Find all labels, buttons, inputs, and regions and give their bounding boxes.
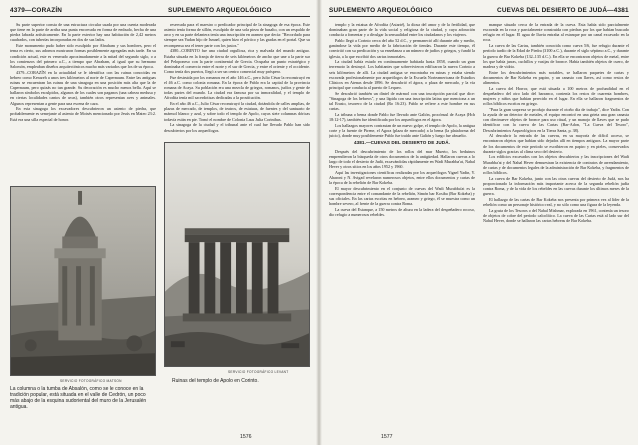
paragraph: La gruta de los Tesoros o del Nahal Mishmar, explorada en 1961, contenía un tesoro de objetos de cobre del período calcolítico. La cueva de las Cartas está al lado sur del Nahal Hever, donde se hallaron las cartas hebreas de Bar Kokeba. [483, 207, 629, 224]
paragraph: Fue destruida por los romanos en el año 146 a.C., pero Julio César la reconstruyó en el 46 a.C. como colonia romana. En la época de Pablo era la capital de la provincia romana de Acaya. Su población era una mezcla de griegos, romanos, judíos y gente de todas partes del mundo. La ciudad era famosa por su inmoralidad, y el templo de Afrodita tenía mil sacerdotisas dedicadas a la prostitución. [164, 74, 310, 101]
page-number: 1576 [240, 434, 252, 440]
paragraph: Su parte superior consta de una estructura circular usada por una cuenta moderada que tiene en la parte de arriba una punta encorvada en forma de embudo, hecha de una piedra labrada artísticamente. En la parte exterior hay una habitación de 2,42 metros cuadrados, con tuberías incorporadas en dos de sus lados. [10, 22, 156, 43]
article-judean-desert-caves [329, 149, 475, 218]
photo-credit: SERVICIO FOTOGRÁFICO MATSON [60, 379, 122, 383]
article-corinth-continued [329, 22, 475, 138]
text-column-1 [329, 22, 475, 432]
paragraph: Al descubrir la entrada de las cuevas, en su mayoría de difícil acceso, se encontraron objetos que habían sido dejados allí en tiempos antiguos. La mayor parte de los documentos de este período se escribieron en papiro y en pieles, conservados durante siglos gracias al clima seco del desierto. [483, 133, 629, 154]
running-header-title: SUPLEMENTO ARQUEOLÓGICO [168, 7, 272, 14]
paragraph: La sinagoga de la ciudad y el tribunal ante el cual fue llevado Pablo han sido descubiertos por los arqueólogos. [164, 122, 310, 133]
paragraph: En el año 46 a.C., Julio César reconstruyó la ciudad, dotándola de calles amplias, de plazas de mercado, de templos, de teatros, de estatuas, de fuentes y del santuario de mármol blanco y azul, y sobre todo el templo de Apolo, cuyas siete columnas dóricas todavía están en pie. Tomó el nombre de Colonia Laus Julia Corinthus. [164, 101, 310, 122]
paragraph: La ciudad había estado en continuamente habitada hasta 1858, cuando un gran terremoto la destruyó. Los habitantes que sobrevivieron edificaron la nueva Corinto a seis kilómetros de allí. La ciudad antigua se encontraba en ruinas y estaba siendo excavada profesionalmente por arqueólogos de la Escuela Norteamericana de Estudios Clásicos en Atenas desde 1896. Se descubrió el ágora, o plaza de mercado, y la vía principal que conducía al puerto de Lequeo. [329, 59, 475, 91]
running-header-title: SUPLEMENTO ARQUEOLÓGICO [329, 7, 433, 14]
running-header-left: 4379—CORAZÍN [10, 7, 63, 14]
text-column-1 [10, 22, 156, 182]
paragraph: Entre los descubrimientos más notables, se hallaron paquetes de cartas y documentos de Bar Kokeba en papiro, y un canasto con llaves, así como restos de alimentos. [483, 69, 629, 85]
paragraph: La cueva de las Cartas, también conocida como cueva 5/6, fue refugio durante el período tardío de la Edad de Piedra (3100 a.C.), durante el siglo séptimo a.C., y durante la guerra de Bar Kokeba (132–135 d.C.). En ella se encontraron objetos de metal, entre los que había jarras, cuchillos y vasijas de bronce. Había también objetos de cuero, de madera y de vidrio. [483, 43, 629, 69]
photo-caption: La columna o la tumba de Absalón, como se le conoce en la tradición popular, está situada en el valle de Cedrón, un poco más abajo de la esquina sudoriental del muro de la Jerusalén antigua. [10, 386, 147, 410]
paragraph: 4380.–CORINTO fue una ciudad orgullosa, rica y malvada del mundo antiguo. Estaba situada en la franja de tierra de seis kilómetros de ancho que une a la parte sur del Peloponeso con la parte continental de Grecia. Ocupaba un punto estratégico y dominaba el comercio entre el norte y el sur de Grecia, y entre el oriente y el occidente. Como tenía dos puertos, llegó a ser un centro comercial muy próspero. [164, 48, 310, 74]
paragraph: En esta sinagoga los excavadores descubrieron un asiento de piedra, que probablemente es semejante al asiento de Moisés mencionado por Jesús en Mateo 23:2. Está era una silla especial de honor. [10, 106, 156, 122]
paragraph: 4379.–CORAZÍN en la actualidad se le identifica con las ruinas conocidas en hebreo como Kerazeh a unos tres kilómetros al norte de Capernaum. Entre las antiguas ruinas se encuentran las ruinas de una sinagoga en una posición más alta que la de Capernaum, pero quizás no tan grande. Su decoración es mucho menos bella. Aquí se hallaron símbolos esculpidos, algunos de los cuales son paganos (una cabeza medusa y en ciertas localidades cantos de uvas), también otros representan aves y animales. Algunos representan a gente para una escena de caza. [10, 69, 156, 106]
photo-tomb-of-absalom [10, 186, 156, 376]
paragraph: Este monumento pudo haber sido esculpido por Abraham y sus hombres, pero el tema es cierto, sus adornos mostraron formas posiblemente agregadas más tarde. En su condición actual, este es venerado aproximadamente a la mitad del segundo siglo, o a los comienzos del primero a.C., a tiempo que Abraham, al igual que su hermano Salomón, empleaban diseños arquitectónicos mucho más variados que los de su época. [10, 43, 156, 69]
header-rule [10, 16, 310, 17]
paragraph: El hallazgo de las cartas de Bar Kokeba nos presenta por primera vez al líder de la rebelión como un personaje histórico real, y no sólo como una figura de la leyenda. [483, 196, 629, 208]
paragraph: Pablo llegó a Corinto cerca del año 52 d.C., y permaneció allí durante año y medio, ganándose la vida por medio de la fabricación de tiendas. Durante este tiempo, él convirtió con su predicación y su enseñanza a un número de judíos y griegos, y fundó la iglesia, a la que escribió dos cartas inmortales. [329, 38, 475, 59]
paragraph: Los hallazgos mayores contrastan de un nuevo golpe, el templo de Apolo, la antigua corte y la fuente de Pirene, el Agora (plaza de mercado) a la bema (la plataforma del juicio), donde muy posiblemente Pablo fue traído ante Galión y luego fue absuelto. [329, 122, 475, 139]
photo-caption: Ruinas del templo de Apolo en Corinto. [172, 378, 259, 384]
paragraph: Se descubrió también un dintel de mármol con una inscripción parcial que dice: "Sinagoga de los hebreos", y una lápida con una inscripción latina que menciona a un tal Erasto, tesorero de la ciudad (Ro 16:23). Pablo se refiere a este hombre en sus cartas. [329, 90, 475, 112]
paragraph: "Para la gran sorpresa se produjo durante el otoño día de trabajo", dice Yadin. Con la ayuda de un detector de metales, el equipo encontró en una grieta una gran canasta con diecinueve objetos de bronce para uso ritual, y un manojo de llaves que se pudo identificar con la cueva de las Cartas (Bar-Adon, "La Cueva del Tesoro", Descubrimientos Arqueológicos en la Tierra Santa, p. 38). [483, 106, 629, 133]
paragraph: templo y la estatua de Afrodita (Astarté), la diosa del amor y de la fertilidad, que dominaban gran parte de la vida social y religiosa de la ciudad, y cuya adoración conducía a fomentar y a divulgar la sensualidad entre los ciudadanos y los viajeros. [329, 22, 475, 38]
running-header-right: CUEVAS DEL DESIERTO DE JUDÁ—4381 [497, 7, 629, 14]
photo-credit: SERVICIO FOTOGRÁFICO LEVANT [228, 370, 289, 374]
photo-temple-of-apollo [164, 142, 310, 367]
paragraph: La cueva del Horror, que está situada a 100 metros de profundidad en el despeñadero del otro lado del barranco, contenía los restos de cuarenta hombres, mujeres y niños que habían perecido en el lugar. En ella se hallaron fragmentos de rollos bíblicos escritos en griego. [483, 85, 629, 107]
paragraph: La cueva de Bar Kokeba, junto con las otras cuevas del desierto de Judá, nos ha proporcionado la información más importante acerca de la segunda rebelión judía contra Roma, y de la vida de los rebeldes en las cuevas durante los últimos meses de la guerra. [483, 175, 629, 197]
section-heading: 4381.—CUEVAS DEL DESIERTO DE JUDÁ. [353, 140, 451, 146]
paragraph: La tribuna o bema donde Pablo fue llevado ante Galión, procónsul de Acaya (Hch 18:12-17), también fue identificada por los arqueólogos en el ágora. [329, 112, 475, 123]
header-rule [329, 16, 629, 17]
text-column-2 [483, 22, 629, 432]
paragraph: Después del descubrimiento de los rollos del mar Muerto, los beduinos emprendieron la búsqueda de otros documentos de la antigüedad. Hallaron cuevas a lo largo de todo el desierto de Judá, excavándolas rápidamente en Wadi Murabba'at, Nahal Hever y otros sitios en los años 1952 y 1960. [329, 148, 475, 170]
paragraph: manque situado cerca de la entrada de la cueva. Esta había sido parcialmente excavada en la roca y parcialmente construida con piedras por los que habían buscado refugio en el lugar. El agua de lluvia entraba al estanque por un canal excavado en la roca. [483, 22, 629, 43]
text-column-2 [164, 22, 310, 138]
paragraph: El mayor descubrimiento en el conjunto de cuevas del Wadi Murabba'at es la correspondencia entre el comandante de la rebelión, Simón bar Kosiba (Bar Kokeba) y sus oficiales. En las cartas escritas en hebreo, arameo y griego, él se muestra como un hombre severo, al frente de la guerra contra Roma. [329, 185, 475, 207]
paragraph: La cueva del Estanque, a 150 metros de altura en la ladera del despeñadero rocoso, dio refugio a numerosos rebeldes. [329, 207, 475, 218]
paragraph: reservada para el maestro o predicador principal de la sinagoga de esa época. Este asiento tenía forma de sillón, esculpido de una sola pieza de basalto, con un respaldo de arco y en su parte delantera tenía una inscripción en arameo que decía: "Recordado para siempre sea Yudan hijo de Ismael, quien hizo el pórtico y las gradas en el portal. Que su recompensa sea el tener parte con los justos." [164, 22, 310, 48]
page-number: 1577 [381, 434, 393, 440]
paragraph: Aquí las investigaciones científicas realizadas por los arqueólogos Yigael Yadin, Y. Aharoni y N. Avigad revelaron numerosos objetos, entre ellos documentos y cartas de la época de la rebelión de Bar Kokeba. [329, 169, 475, 186]
right-page [319, 0, 638, 445]
paragraph: Los edificios excavados con los objetos descubiertos y las inscripciones del Wadi Murabba'at y del Nahal Hever demuestran la existencia de contratos de arrendamiento, de cartas y de documentos legales de la administración de Bar Kokeba, y fragmentos de rollos bíblicos. [483, 154, 629, 175]
